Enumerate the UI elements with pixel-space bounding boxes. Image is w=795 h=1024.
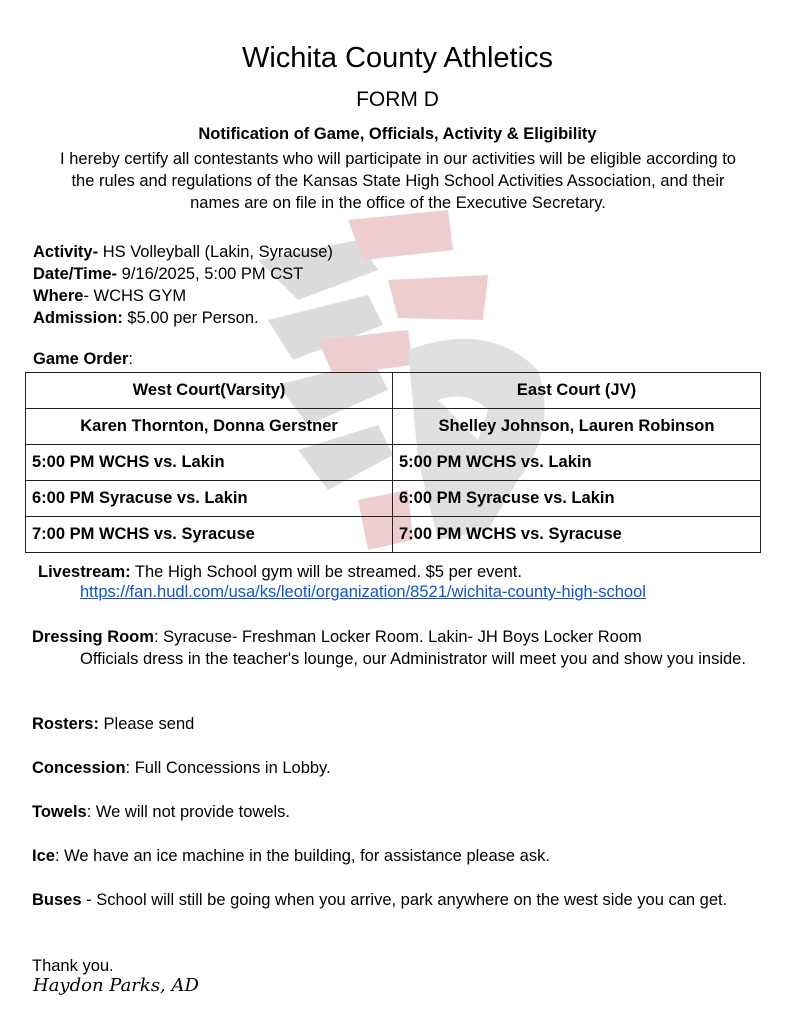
- towels-line: [32, 801, 767, 823]
- dressing-officials: Officials dress in the teacher's lounge, our Administrator will meet you and show you inside.: [80, 650, 746, 668]
- east-court-header: East Court (JV): [393, 373, 761, 409]
- admission-value: $5.00 per Person.: [122, 309, 259, 327]
- rosters-value: Please send: [98, 715, 195, 733]
- west-game: 7:00 PM WCHS vs. Syracuse: [26, 517, 393, 553]
- buses-paragraph: [32, 889, 767, 911]
- ice-label: Ice: [32, 847, 55, 865]
- concession-label: Concession: [32, 759, 126, 777]
- dressing-value: : Syracuse- Freshman Locker Room. Lakin- JH Boys Locker Room: [153, 628, 642, 646]
- table-header-row: [26, 373, 761, 409]
- east-game: 5:00 PM WCHS vs. Lakin: [393, 445, 761, 481]
- west-game: 5:00 PM WCHS vs. Lakin: [26, 445, 393, 481]
- notification-heading: Notification of Game, Officials, Activity & Eligibility: [198, 125, 597, 143]
- towels-label: Towels: [32, 803, 87, 821]
- buses-value: - School will still be going when you arrive, park anywhere on the west side you can get.: [81, 891, 728, 909]
- concession-line: [32, 757, 767, 779]
- signature: Haydon Parks, AD: [33, 975, 199, 996]
- certification-text: I hereby certify all contestants who will participate in our activities will be eligible according to the rules and regulations of the Kansas State High School Activities Association, and their names are on file in the office of the Executive Secretary.: [60, 150, 736, 212]
- thank-you: Thank you.: [32, 957, 114, 975]
- activity-label: Activity-: [33, 243, 99, 261]
- where-value: - WCHS GYM: [83, 287, 187, 305]
- livestream-value: The High School gym will be streamed. $5 per event.: [130, 563, 522, 581]
- officials-row: [26, 409, 761, 445]
- table-row: [26, 481, 761, 517]
- game-order-table: [25, 372, 761, 553]
- concession-value: : Full Concessions in Lobby.: [125, 759, 331, 777]
- document-title: Wichita County Athletics: [241, 42, 554, 74]
- livestream-link[interactable]: https://fan.hudl.com/usa/ks/leoti/organization/8521/wichita-county-high-school: [80, 583, 646, 601]
- west-game: 6:00 PM Syracuse vs. Lakin: [26, 481, 393, 517]
- table-row: [26, 445, 761, 481]
- west-court-header: West Court(Varsity): [26, 373, 393, 409]
- admission-label: Admission:: [33, 309, 123, 327]
- buses-label: Buses: [32, 891, 82, 909]
- datetime-value: 9/16/2025, 5:00 PM CST: [117, 265, 304, 283]
- east-game: 7:00 PM WCHS vs. Syracuse: [393, 517, 761, 553]
- livestream-label: Livestream:: [38, 563, 131, 581]
- rosters-line: [32, 713, 767, 735]
- form-label: FORM D: [356, 88, 439, 111]
- east-game: 6:00 PM Syracuse vs. Lakin: [393, 481, 761, 517]
- activity-line: [33, 241, 333, 263]
- towels-value: : We will not provide towels.: [86, 803, 290, 821]
- dressing-label: Dressing Room: [32, 628, 154, 646]
- datetime-line: [33, 263, 303, 285]
- admission-line: [33, 307, 259, 329]
- activity-value: HS Volleyball (Lakin, Syracuse): [98, 243, 333, 261]
- ice-line: [32, 845, 767, 867]
- where-label: Where: [33, 287, 84, 305]
- rosters-label: Rosters:: [32, 715, 99, 733]
- livestream-line: [38, 561, 522, 583]
- west-officials: Karen Thornton, Donna Gerstner: [26, 409, 393, 445]
- where-line: [33, 285, 186, 307]
- table-row: [26, 517, 761, 553]
- game-order-label: Game Order:: [33, 350, 133, 368]
- east-officials: Shelley Johnson, Lauren Robinson: [393, 409, 761, 445]
- dressing-room-paragraph: [32, 626, 767, 670]
- ice-value: : We have an ice machine in the building, for assistance please ask.: [54, 847, 550, 865]
- datetime-label: Date/Time-: [33, 265, 118, 283]
